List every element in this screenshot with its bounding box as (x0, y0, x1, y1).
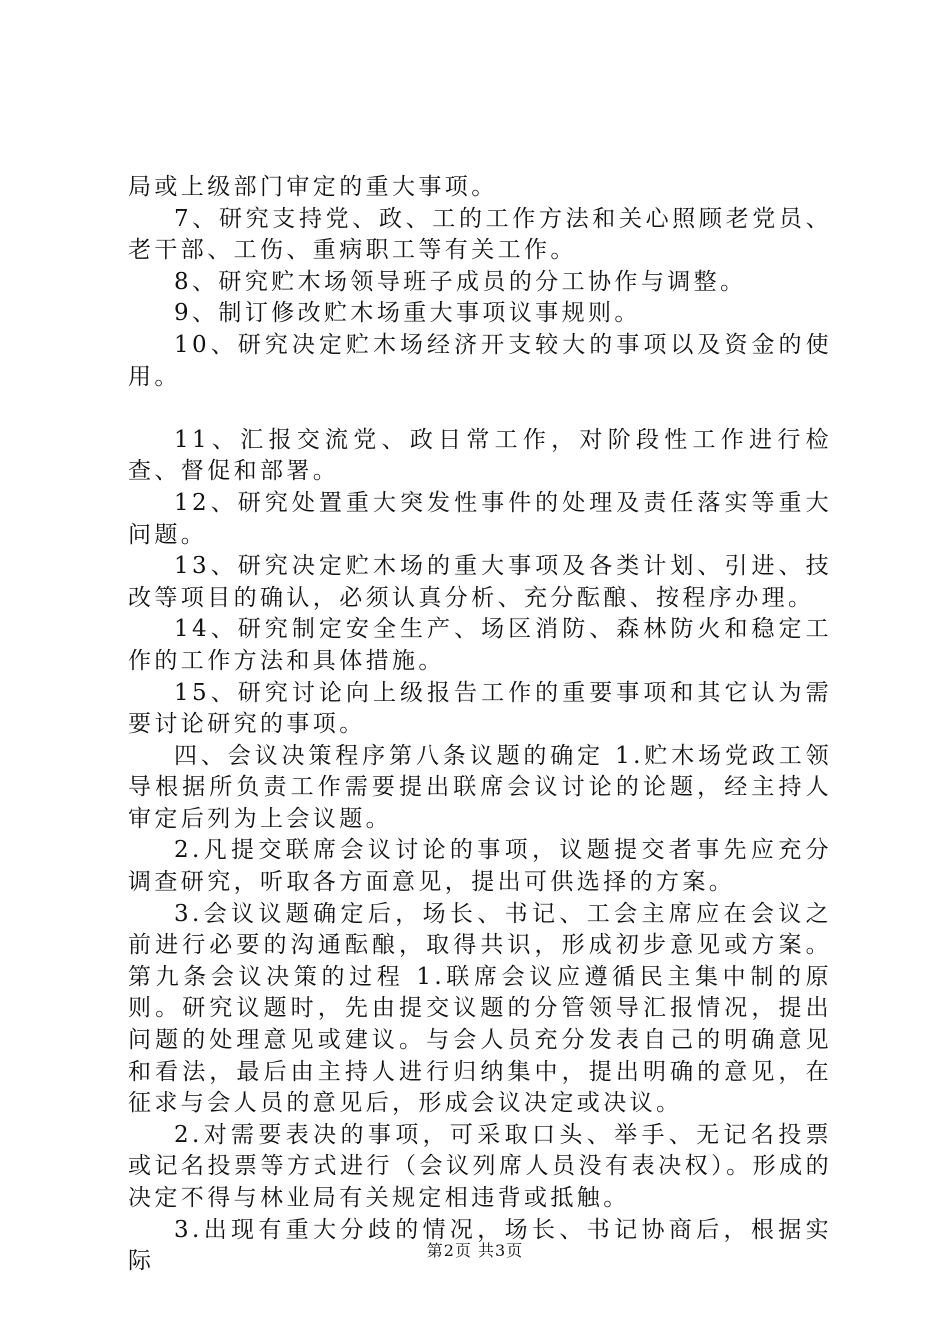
page-footer: 第2页 共3页 (426, 1241, 524, 1260)
paragraph-0: 局或上级部门审定的重大事项。 (128, 174, 498, 200)
paragraph-item-13: 13、研究决定贮木场的重大事项及各类计划、引进、技改等项目的确认，必须认真分析、充分酝酿、按程序办理。 (128, 553, 832, 611)
paragraph-item-15: 15、研究讨论向上级报告工作的重要事项和其它认为需要讨论研究的事项。 (128, 679, 832, 738)
paragraph-item-9: 9、制订修改贮木场重大事项议事规则。 (174, 300, 641, 327)
paragraph-item-8: 8、研究贮木场领导班子成员的分工协作与调整。 (174, 268, 747, 295)
paragraph-item-12: 12、研究处置重大突发性事件的处理及责任落实等重大问题。 (128, 489, 832, 548)
paragraph-section-four: 四、会议决策程序第八条议题的确定 1.贮木场党政工领导根据所负责工作需要提出联席会议讨论的论题，经主持人审定后列为上会议题。 (128, 742, 832, 832)
paragraph-item-7: 7、研究支持党、政、工的工作方法和关心照顾老党员、老干部、工伤、重病职工等有关工作。 (128, 205, 832, 264)
paragraph-vote-2: 2.对需要表决的事项，可采取口头、举手、无记名投票或记名投票等方式进行（会议列席人员没有表决权）。形成的决定不得与林业局有关规定相违背或抵触。 (128, 1121, 832, 1211)
paragraph-item-10: 10、研究决定贮木场经济开支较大的事项以及资金的使用。 (128, 331, 832, 390)
paragraph-procedure-2: 2.凡提交联席会议讨论的事项，议题提交者事先应充分调查研究，听取各方面意见，提出可供选择的方案。 (128, 837, 832, 896)
paragraph-item-14: 14、研究制定安全生产、场区消防、森林防火和稳定工作的工作方法和具体措施。 (128, 616, 832, 674)
document-body (128, 172, 832, 1278)
paragraph-item-11: 11、汇报交流党、政日常工作，对阶段性工作进行检查、督促和部署。 (128, 426, 832, 485)
paragraph-dispute-3: 3.出现有重大分歧的情况，场长、书记协商后，根据实际 (128, 1216, 832, 1275)
paragraph-procedure-3: 3.会议议题确定后，场长、书记、工会主席应在会议之前进行必要的沟通酝酿，取得共识，形成初步意见或方案。第九条会议决策的过程 1.联席会议应遵循民主集中制的原则。研究议题时，先由提交议题的分管领导汇报情况，提出问题的处理意见或建议。与会人员充分发表自己的明确意见和看法，最后由主持人进行归纳集中，提出明确的意见，在征求与会人员的意见后，形成会议决定或决议。 (128, 900, 832, 1117)
